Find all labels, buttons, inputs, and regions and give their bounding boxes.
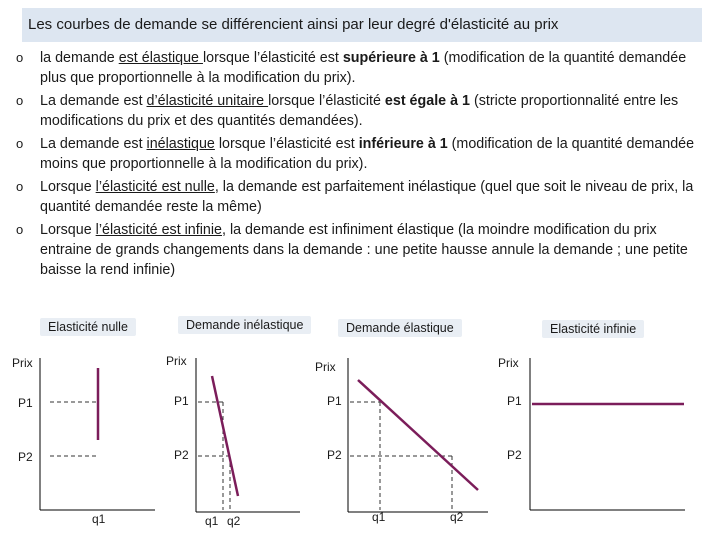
tick-q2: q2 [450,510,464,524]
tick-q1: q1 [372,510,386,524]
page-title: Les courbes de demande se différencient ainsi par leur degré d'élasticité au prix [22,8,702,42]
tick-p1: P1 [18,396,33,410]
axis-label-prix: Prix [166,354,187,368]
bullet-elastique: o la demande est élastique lorsque l’élasticité est supérieure à 1 (modification de la quantité demandée plus que proportionnelle à la modification du prix). [16,50,687,86]
bullet-nulle: o Lorsque l’élasticité est nulle, la demande est parfaitement inélastique (quel que soit le niveau de prix, la quantité demandée reste la même) [16,179,694,215]
tick-p2: P2 [174,448,189,462]
bullet-marker: o [16,50,24,65]
graph-label-nulle: Elasticité nulle [40,318,136,336]
bullet-unitaire: o La demande est d’élasticité unitaire lorsque l’élasticité est égale à 1 (stricte proportionnalité entre les modifications du prix et des quantités demandées). [16,93,679,129]
bullet-infinie: o Lorsque l’élasticité est infinie, la demande est infiniment élastique (la moindre modification du prix entraine de grands changements dans la demande : une petite hausse annule la demande ; une petite baisse la rend infinie) [16,222,688,278]
tick-q2: q2 [227,514,241,528]
bullet-marker: o [16,179,24,194]
bullet-inelastique: o La demande est inélastique lorsque l’élasticité est inférieure à 1 (modification de la quantité demandée moins que proportionnelle à la modification du prix). [16,136,695,172]
tick-p2: P2 [327,448,342,462]
graph-infinie [530,358,685,510]
demand-curve-inelastique [212,376,238,496]
tick-p1: P1 [507,394,522,408]
bullet-marker: o [16,136,24,151]
graph-label-infinie: Elasticité infinie [542,320,644,338]
tick-p1: P1 [327,394,342,408]
graph-elastique [348,358,488,512]
graph-label-inelastique: Demande inélastique [178,316,311,334]
tick-p1: P1 [174,394,189,408]
axis-label-prix: Prix [315,360,336,374]
tick-p2: P2 [507,448,522,462]
tick-q1: q1 [92,512,106,526]
demand-curve-elastique [358,380,478,490]
bullet-marker: o [16,222,24,237]
axis-label-prix: Prix [498,356,519,370]
tick-q1: q1 [205,514,219,528]
graph-label-elastique: Demande élastique [338,319,462,337]
graph-inelastique [196,358,300,512]
bullet-marker: o [16,93,24,108]
graph-nulle [40,358,155,510]
axis-label-prix: Prix [12,356,33,370]
tick-p2: P2 [18,450,33,464]
